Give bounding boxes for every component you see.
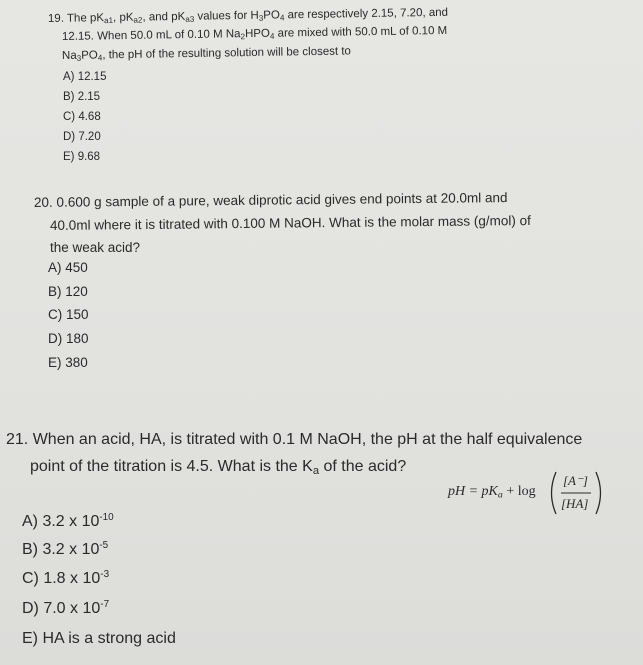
q19-line-1: 19. The $pK_{a1}$, $pK_{a2}$, and $pK_{a3}$ values for $H_3PO_4$ are respectively 2.15, 7.20, and	[47, 6, 449, 26]
q19-option-e: E) 9.68	[63, 151, 101, 163]
q19-number: 19.	[47, 12, 65, 25]
q20-line-2: 40.0ml where it is titrated with 0.100 M NaOH. What is the molar mass (g/mol) of	[49, 212, 531, 233]
q20-option-e: E) 380	[48, 355, 88, 370]
q21-option-c: C) 1.8 x $10^{-3}$	[22, 569, 110, 587]
q20-option-c: C) 150	[48, 307, 89, 322]
q20-option-a: A) 450	[48, 260, 88, 275]
q20-option-d: D) 180	[48, 331, 89, 346]
q20-line-3: the weak acid?	[50, 240, 141, 255]
q19-option-b: B) 2.15	[63, 91, 101, 103]
q19-option-d: D) 7.20	[63, 131, 101, 143]
q21-line-2: point of the titration is 4.5. What is the $K_a$ of the acid?	[30, 458, 407, 477]
q20-option-b: B) 120	[48, 284, 88, 299]
q19-option-a: A) 12.15	[63, 71, 107, 83]
henderson-hasselbalch-formula: pH = $pK_a + \log$ [A⁻] [HA]	[448, 470, 608, 516]
q19-line-3: $Na_3PO_4$, the pH of the resulting solution will be closest to	[61, 45, 352, 63]
q19-line-2: 12.15. When 50.0 mL of 0.10 M $Na_2HPO_4$ are mixed with 50.0 mL of 0.10 M	[61, 24, 448, 43]
q21-option-a: A) 3.2 x $10^{-10}$	[22, 512, 114, 530]
q21-option-b: B) 3.2 x $10^{-5}$	[22, 540, 109, 558]
formula-denominator: [HA]	[561, 496, 589, 511]
q21-option-d: D) 7.0 x $10^{-7}$	[22, 599, 110, 617]
q21-line-1: 21. When an acid, HA, is titrated with 0.1 M NaOH, the pH at the half equivalence	[6, 431, 583, 448]
q20-line-1: 20. 0.600 g sample of a pure, weak diprotic acid gives end points at 20.0ml and	[33, 190, 508, 210]
formula-numerator: [A⁻]	[563, 473, 588, 488]
q19-option-c: C) 4.68	[63, 111, 101, 123]
q21-option-e: E) HA is a strong acid	[22, 630, 176, 647]
